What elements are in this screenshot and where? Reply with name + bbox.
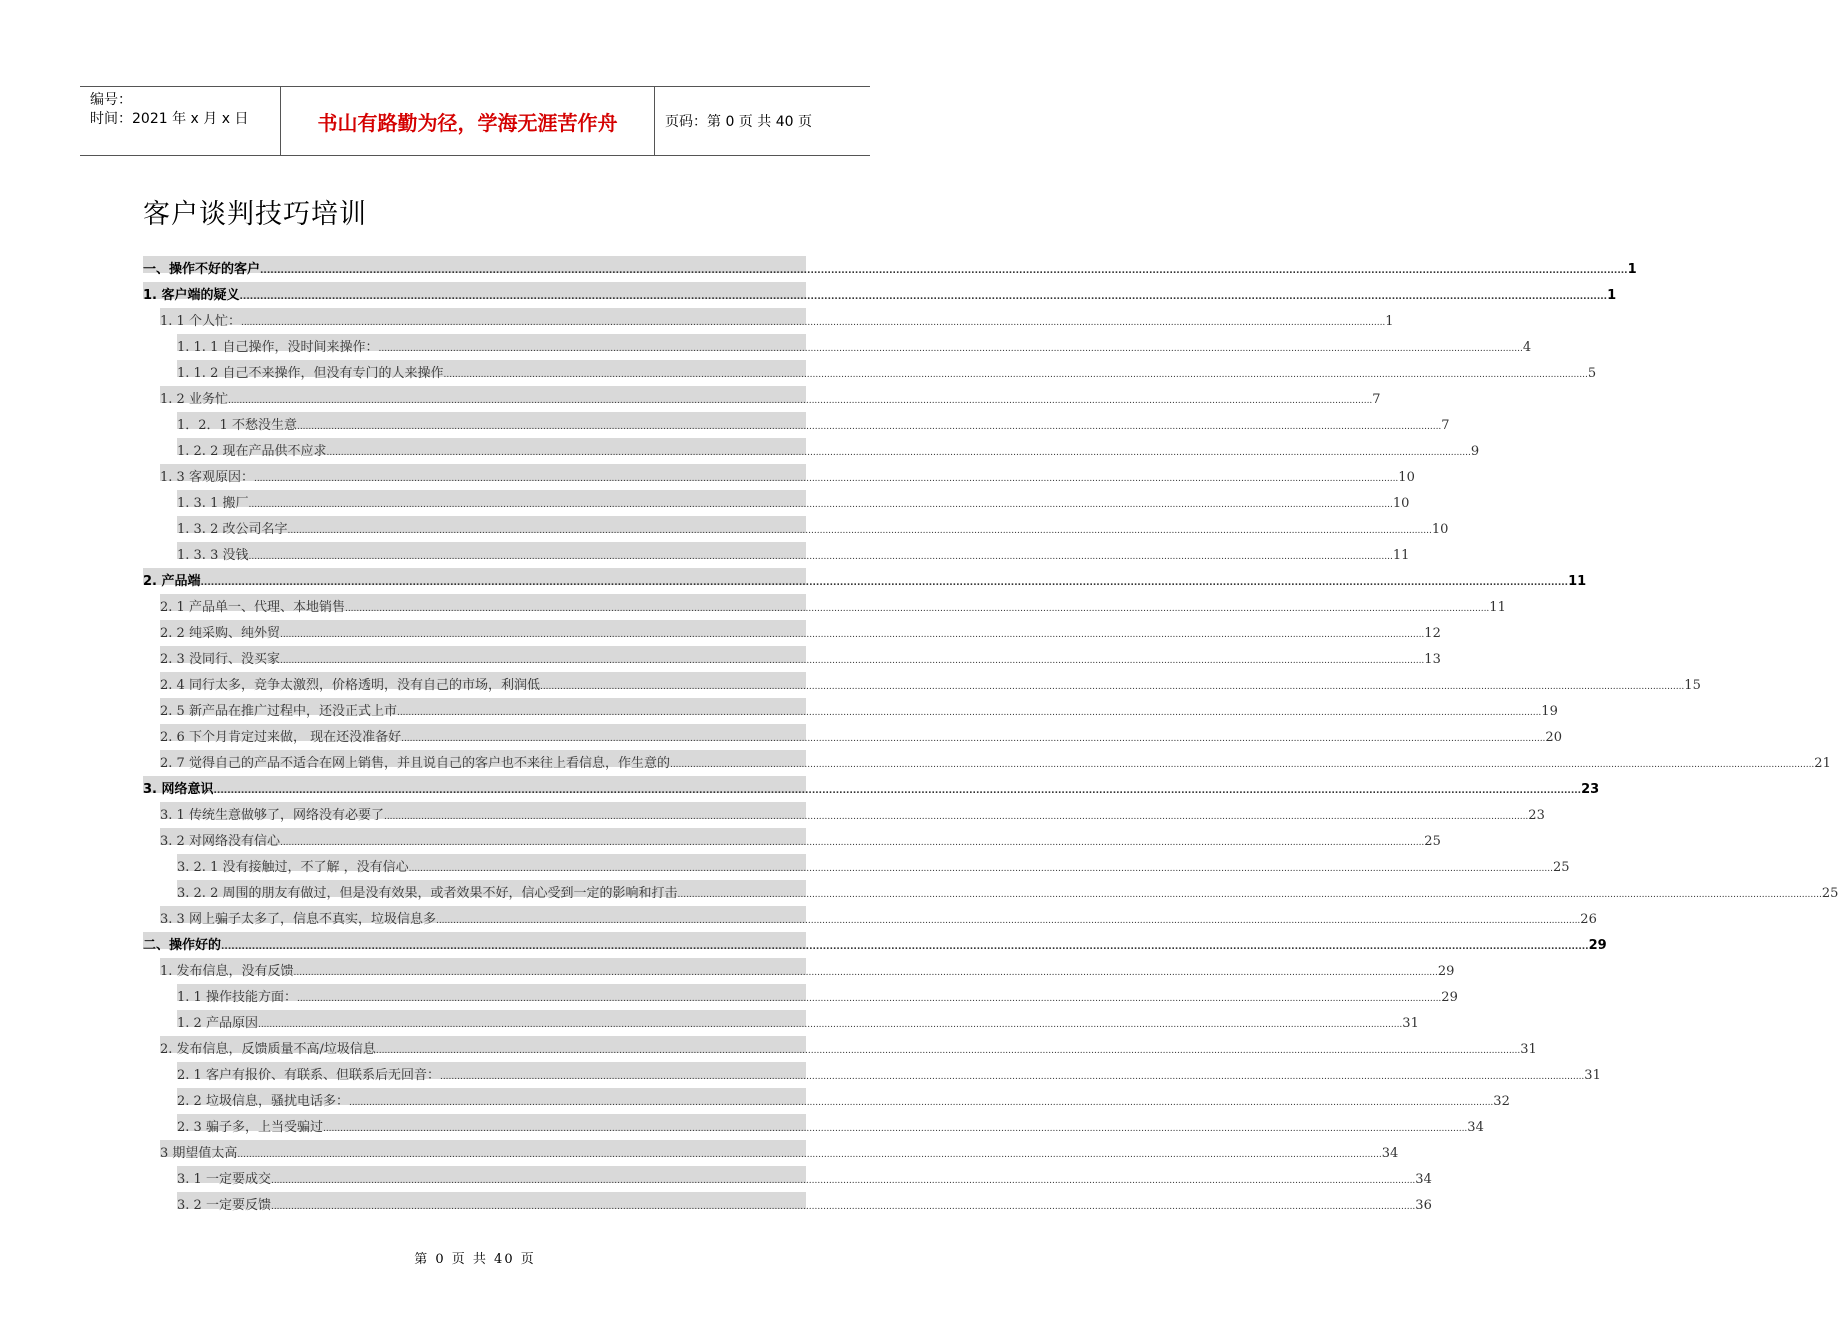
toc-entry-leader: ................................................................................................................................................................................................................................................................................................................................................................................................................ <box>396 707 1542 718</box>
toc-entry-leader: ................................................................................................................................................................................................................................................................................................................................................................................................................ <box>435 915 1581 926</box>
table-of-contents <box>143 254 1838 1216</box>
toc-entry[interactable] <box>143 826 1441 852</box>
toc-entry-leader: ................................................................................................................................................................................................................................................................................................................................................................................................................ <box>237 1149 1382 1160</box>
toc-entry[interactable] <box>143 1138 1399 1164</box>
toc-entry-leader: ................................................................................................................................................................................................................................................................................................................................................................................................................ <box>257 1019 1403 1030</box>
toc-entry-page: 5 <box>1587 365 1597 381</box>
toc-entry-leader: ................................................................................................................................................................................................................................................................................................................................................................................................................ <box>296 421 1442 432</box>
toc-entry[interactable] <box>143 592 1506 618</box>
toc-entry-page: 21 <box>1814 755 1831 771</box>
toc-entry[interactable] <box>143 540 1410 566</box>
toc-entry-label: 1. 3. 3 没钱 <box>177 547 249 563</box>
toc-entry[interactable] <box>143 696 1558 722</box>
toc-entry[interactable] <box>143 514 1449 540</box>
header-motto: 书山有路勤为径，学海无涯苦作舟 <box>281 87 655 155</box>
toc-entry-label: 一、操作不好的客户 <box>143 261 261 277</box>
toc-entry-label: 二、操作好的 <box>143 937 222 953</box>
toc-entry-leader: ................................................................................................................................................................................................................................................................................................................................................................................................................ <box>677 889 1822 900</box>
toc-entry-page: 10 <box>1392 495 1410 511</box>
toc-entry-leader: ................................................................................................................................................................................................................................................................................................................................................................................................................ <box>253 473 1399 484</box>
time-label: 时间：2021 年 x 月 x 日 <box>90 111 249 127</box>
toc-entry-label: 3. 网络意识 <box>143 781 214 797</box>
toc-entry[interactable] <box>143 722 1562 748</box>
toc-entry[interactable] <box>143 904 1597 930</box>
toc-entry-label: 1. 1 个人忙： <box>160 313 241 329</box>
toc-entry-label: 3. 3 网上骗子太多了，信息不真实，垃圾信息多 <box>160 911 436 927</box>
toc-entry[interactable] <box>143 1086 1510 1112</box>
document-title: 客户谈判技巧培训 <box>143 199 367 230</box>
toc-entry[interactable] <box>143 410 1450 436</box>
toc-entry-leader: ................................................................................................................................................................................................................................................................................................................................................................................................................ <box>378 343 1523 354</box>
header-meta <box>80 87 281 155</box>
toc-entry-page: 1 <box>1607 287 1617 303</box>
toc-entry-page: 26 <box>1580 911 1597 927</box>
toc-entry-page: 10 <box>1431 521 1449 537</box>
toc-entry-page: 12 <box>1424 625 1441 641</box>
toc-entry-leader: ................................................................................................................................................................................................................................................................................................................................................................................................................ <box>270 1175 1416 1186</box>
toc-entry-label: 1．2．1 不愁没生意 <box>177 417 297 433</box>
toc-entry-page: 31 <box>1402 1015 1419 1031</box>
toc-entry-label: 2. 5 新产品在推广过程中，还没正式上市 <box>160 703 397 719</box>
toc-entry[interactable] <box>143 852 1570 878</box>
page-footer: 第 0 页 共 40 页 <box>414 1252 536 1267</box>
toc-entry-leader: ................................................................................................................................................................................................................................................................................................................................................................................................................ <box>200 577 1569 588</box>
toc-entry-page: 25 <box>1821 885 1838 901</box>
toc-entry[interactable] <box>143 930 1607 956</box>
toc-entry-leader: ................................................................................................................................................................................................................................................................................................................................................................................................................ <box>375 1045 1521 1056</box>
toc-entry[interactable] <box>143 1164 1432 1190</box>
toc-entry-leader: ................................................................................................................................................................................................................................................................................................................................................................................................................ <box>322 1123 1468 1134</box>
toc-entry-page: 29 <box>1441 989 1458 1005</box>
toc-entry-leader: ................................................................................................................................................................................................................................................................................................................................................................................................................ <box>443 369 1588 380</box>
toc-entry-page: 31 <box>1520 1041 1537 1057</box>
toc-entry-page: 23 <box>1528 807 1545 823</box>
toc-entry-leader: ................................................................................................................................................................................................................................................................................................................................................................................................................ <box>248 551 1393 562</box>
toc-entry-label: 1. 2. 2 现在产品供不应求 <box>177 443 327 459</box>
toc-entry[interactable] <box>143 280 1617 306</box>
toc-entry-page: 20 <box>1545 729 1562 745</box>
toc-entry-page: 11 <box>1568 573 1587 589</box>
toc-entry-leader: ................................................................................................................................................................................................................................................................................................................................................................................................................ <box>260 265 1628 276</box>
toc-entry-label: 1. 客户端的疑义 <box>143 287 240 303</box>
toc-entry-page: 13 <box>1424 651 1441 667</box>
toc-entry-label: 1. 2 业务忙 <box>160 391 228 407</box>
toc-entry[interactable] <box>143 566 1587 592</box>
toc-entry-label: 3. 2 对网络没有信心 <box>160 833 280 849</box>
toc-entry-page: 15 <box>1684 677 1701 693</box>
toc-entry-leader: ................................................................................................................................................................................................................................................................................................................................................................................................................ <box>344 603 1490 614</box>
toc-entry[interactable] <box>143 332 1532 358</box>
toc-entry-label: 2. 7 觉得自己的产品不适合在网上销售，并且说自己的客户也不来往上看信息，作生意的 <box>160 755 670 771</box>
toc-entry-leader: ................................................................................................................................................................................................................................................................................................................................................................................................................ <box>539 681 1685 692</box>
toc-entry-leader: ................................................................................................................................................................................................................................................................................................................................................................................................................ <box>439 1071 1585 1082</box>
toc-entry-label: 3. 1 传统生意做够了，网络没有必要了 <box>160 807 384 823</box>
toc-entry-page: 29 <box>1437 963 1455 979</box>
toc-entry-label: 3. 1 一定要成交 <box>177 1171 271 1187</box>
toc-entry-label: 1. 3 客观原因： <box>160 469 254 485</box>
toc-entry[interactable] <box>143 306 1394 332</box>
toc-entry-leader: ................................................................................................................................................................................................................................................................................................................................................................................................................ <box>279 655 1425 666</box>
toc-entry-page: 19 <box>1541 703 1558 719</box>
toc-entry-page: 4 <box>1522 339 1532 355</box>
toc-entry[interactable] <box>143 1060 1601 1086</box>
toc-entry[interactable] <box>143 1008 1419 1034</box>
toc-entry-leader: ................................................................................................................................................................................................................................................................................................................................................................................................................ <box>279 837 1425 848</box>
toc-entry[interactable] <box>143 462 1415 488</box>
toc-entry-leader: ................................................................................................................................................................................................................................................................................................................................................................................................................ <box>240 317 1386 328</box>
toc-entry-leader: ................................................................................................................................................................................................................................................................................................................................................................................................................ <box>287 525 1432 536</box>
toc-entry-page: 11 <box>1392 547 1410 563</box>
toc-entry-page: 36 <box>1415 1197 1432 1213</box>
toc-entry-label: 1. 3. 1 搬厂 <box>177 495 249 511</box>
toc-entry-label: 1. 2 产品原因 <box>177 1015 258 1031</box>
toc-entry-label: 2. 3 骗子多，上当受骗过 <box>177 1119 323 1135</box>
toc-entry-leader: ................................................................................................................................................................................................................................................................................................................................................................................................................ <box>293 967 1438 978</box>
toc-entry-page: 32 <box>1493 1093 1510 1109</box>
toc-entry[interactable] <box>143 670 1701 696</box>
toc-entry-leader: ................................................................................................................................................................................................................................................................................................................................................................................................................ <box>408 863 1553 874</box>
toc-entry-page: 1 <box>1385 313 1394 329</box>
toc-entry[interactable] <box>143 384 1381 410</box>
toc-entry-leader: ................................................................................................................................................................................................................................................................................................................................................................................................................ <box>239 291 1608 302</box>
toc-entry-label: 3. 2 一定要反馈 <box>177 1197 271 1213</box>
toc-entry-label: 1. 1. 1 自己操作，没时间来操作： <box>177 339 379 355</box>
toc-entry-label: 2. 产品端 <box>143 573 201 589</box>
toc-entry-page: 9 <box>1470 443 1480 459</box>
toc-entry-page: 31 <box>1584 1067 1601 1083</box>
toc-entry-label: 1. 1. 2 自己不来操作，但没有专门的人来操作 <box>177 365 444 381</box>
toc-entry-leader: ................................................................................................................................................................................................................................................................................................................................................................................................................ <box>348 1097 1494 1108</box>
toc-entry[interactable] <box>143 1034 1537 1060</box>
toc-entry-leader: ................................................................................................................................................................................................................................................................................................................................................................................................................ <box>279 629 1425 640</box>
toc-entry-label: 3. 2. 2 周围的朋友有做过，但是没有效果，或者效果不好，信心受到一定的影响和打击 <box>177 885 678 901</box>
toc-entry-leader: ................................................................................................................................................................................................................................................................................................................................................................................................................ <box>401 733 1546 744</box>
toc-entry[interactable] <box>143 1112 1484 1138</box>
toc-entry-page: 11 <box>1489 599 1506 615</box>
toc-entry-label: 2. 2 垃圾信息，骚扰电话多： <box>177 1093 349 1109</box>
toc-entry[interactable] <box>143 982 1458 1008</box>
toc-entry-label: 1. 发布信息，没有反馈 <box>160 963 294 979</box>
toc-entry[interactable] <box>143 748 1831 774</box>
toc-entry-page: 25 <box>1552 859 1570 875</box>
toc-entry-leader: ................................................................................................................................................................................................................................................................................................................................................................................................................ <box>221 941 1589 952</box>
toc-entry[interactable] <box>143 1190 1432 1216</box>
toc-entry-page: 34 <box>1381 1145 1399 1161</box>
toc-entry[interactable] <box>143 878 1838 904</box>
toc-entry-leader: ................................................................................................................................................................................................................................................................................................................................................................................................................ <box>213 785 1582 796</box>
toc-entry-label: 1. 3. 2 改公司名字 <box>177 521 288 537</box>
toc-entry-leader: ................................................................................................................................................................................................................................................................................................................................................................................................................ <box>270 1201 1416 1212</box>
toc-entry-page: 10 <box>1398 469 1415 485</box>
toc-entry[interactable] <box>143 436 1480 462</box>
toc-entry[interactable] <box>143 800 1545 826</box>
toc-entry-label: 2. 6 下个月肯定过来做， 现在还没准备好 <box>160 729 402 745</box>
toc-entry[interactable] <box>143 488 1410 514</box>
toc-entry-label: 2. 发布信息，反馈质量不高/垃圾信息 <box>160 1041 376 1057</box>
toc-entry-leader: ................................................................................................................................................................................................................................................................................................................................................................................................................ <box>248 499 1393 510</box>
number-label: 编号： <box>90 92 132 108</box>
toc-entry-page: 34 <box>1415 1171 1432 1187</box>
toc-entry-leader: ................................................................................................................................................................................................................................................................................................................................................................................................................ <box>296 993 1442 1004</box>
page-header <box>80 86 870 156</box>
toc-entry-page: 1 <box>1627 261 1637 277</box>
toc-entry-leader: ................................................................................................................................................................................................................................................................................................................................................................................................................ <box>669 759 1815 770</box>
toc-entry-page: 23 <box>1581 781 1600 797</box>
header-page-info: 页码：第 0 页 共 40 页 <box>665 114 812 130</box>
toc-entry[interactable] <box>143 774 1600 800</box>
toc-entry[interactable] <box>143 644 1441 670</box>
toc-entry-leader: ................................................................................................................................................................................................................................................................................................................................................................................................................ <box>326 447 1471 458</box>
toc-entry-label: 3. 2. 1 没有接触过，不了解 ，没有信心 <box>177 859 409 875</box>
toc-entry[interactable] <box>143 956 1455 982</box>
toc-entry-page: 7 <box>1441 417 1450 433</box>
toc-entry-page: 7 <box>1372 391 1381 407</box>
toc-entry-leader: ................................................................................................................................................................................................................................................................................................................................................................................................................ <box>227 395 1373 406</box>
toc-entry-label: 1. 1 操作技能方面： <box>177 989 297 1005</box>
toc-entry[interactable] <box>143 254 1637 280</box>
toc-entry-label: 2. 1 产品单一、代理、本地销售 <box>160 599 345 615</box>
toc-entry[interactable] <box>143 618 1441 644</box>
toc-entry-label: 2. 1 客户有报价、有联系、但联系后无回音： <box>177 1067 440 1083</box>
toc-entry-leader: ................................................................................................................................................................................................................................................................................................................................................................................................................ <box>383 811 1529 822</box>
toc-entry-page: 29 <box>1588 937 1607 953</box>
toc-entry-page: 25 <box>1424 833 1441 849</box>
toc-entry-label: 2. 4 同行太多，竞争太激烈，价格透明，没有自己的市场，利润低 <box>160 677 540 693</box>
toc-entry-label: 3 期望值太高 <box>160 1145 238 1161</box>
toc-entry-page: 34 <box>1467 1119 1484 1135</box>
toc-entry-label: 2. 3 没同行、没买家 <box>160 651 280 667</box>
toc-entry[interactable] <box>143 358 1597 384</box>
toc-entry-label: 2. 2 纯采购、纯外贸 <box>160 625 280 641</box>
